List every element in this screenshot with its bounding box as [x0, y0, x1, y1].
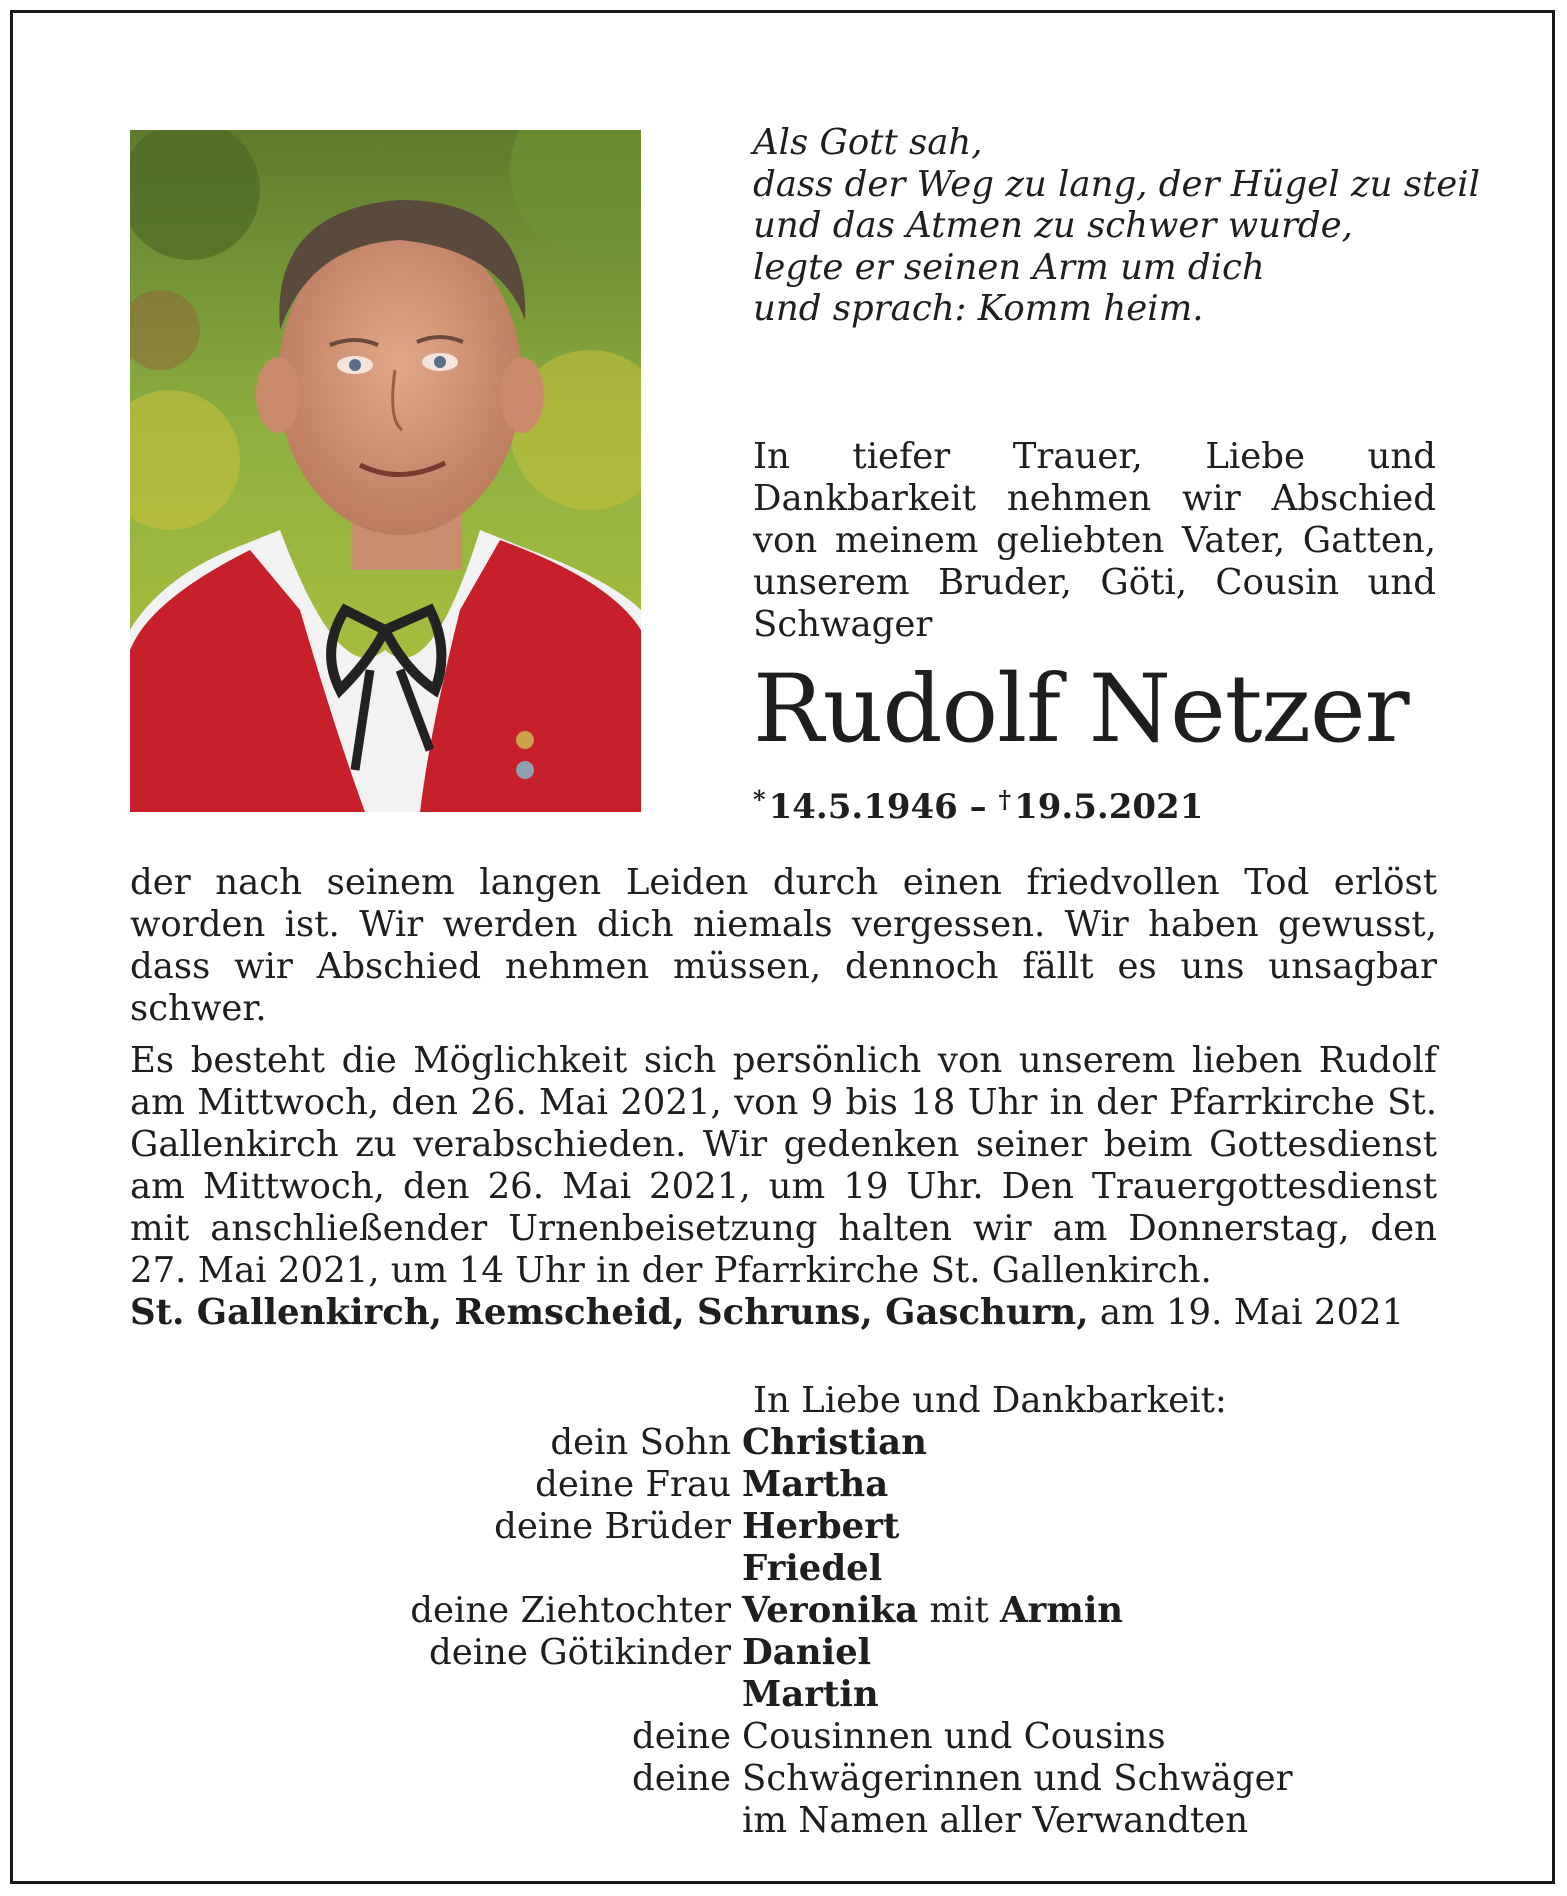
mourner-name: Christian: [742, 1422, 927, 1463]
mourner-row: [130, 1422, 1440, 1464]
mourner-names: [742, 1464, 1440, 1506]
mourner-names: [742, 1674, 1440, 1716]
mourner-relation: deine Brüder: [494, 1506, 731, 1547]
mourner-row: [130, 1548, 1440, 1590]
mourner-names: [742, 1758, 1440, 1800]
intro-text: In tiefer Trauer, Liebe und Dankbarkeit nehmen wir Abschied von meinem geliebten Vater, Gatten, unserem Bruder, Göti, Cousin und Schwager: [753, 436, 1436, 645]
mourner-relation: deine Frau: [535, 1464, 731, 1505]
mourner-row: [130, 1716, 1440, 1758]
life-dates: [753, 778, 1203, 829]
mourner-name: Martin: [742, 1674, 879, 1715]
mourners-greeting: In Liebe und Dankbarkeit:: [753, 1380, 1227, 1421]
mourner-text: im Namen aller Verwandten: [742, 1800, 1249, 1841]
born-mark: *: [753, 785, 766, 814]
mourner-relation: [130, 1548, 742, 1590]
mourner-name: Daniel: [742, 1632, 872, 1673]
mourner-names: [742, 1422, 1440, 1464]
mourner-relation: dein Sohn: [550, 1422, 731, 1463]
mourners-list: [130, 1380, 1440, 1842]
mourner-relation: deine Götikinder: [428, 1632, 731, 1673]
death-mark: †: [998, 785, 1012, 814]
mourner-names: [742, 1506, 1440, 1548]
poem-line: und sprach: Komm heim.: [753, 288, 1204, 329]
mourner-names: [742, 1590, 1440, 1632]
death-date: 19.5.2021: [1014, 787, 1204, 827]
body-paragraph: der nach seinem langen Leiden durch einen friedvollen Tod erlöst worden ist. Wir werden dich niemals vergessen. Wir haben gewusst, dass wir Abschied nehmen müssen, dennoch fällt es uns unsagbar schwer.: [130, 862, 1437, 1029]
body-text: [130, 862, 1437, 1302]
portrait-photo: [130, 130, 641, 812]
mourner-names: [742, 1716, 1440, 1758]
mourner-row: [130, 1464, 1440, 1506]
mourner-relation: [130, 1800, 742, 1842]
mourner-relation: [130, 1674, 742, 1716]
poem-line: legte er seinen Arm um dich: [753, 246, 1265, 288]
poem-line: dass der Weg zu lang, der Hügel zu steil: [753, 163, 1480, 205]
mourner-name: Armin: [1000, 1590, 1124, 1631]
mourner-name: Herbert: [742, 1506, 900, 1547]
deceased-name: Rudolf Netzer: [753, 655, 1409, 764]
mourner-name: Martha: [742, 1464, 889, 1505]
mourner-row: [130, 1632, 1440, 1674]
mourner-row: [130, 1674, 1440, 1716]
mourner-names: [742, 1632, 1440, 1674]
mourner-relation: deine Ziehtochter: [410, 1590, 731, 1631]
mourner-text: Schwägerinnen und Schwäger: [742, 1758, 1293, 1799]
mourner-row: [130, 1800, 1440, 1842]
mourner-name: Friedel: [742, 1548, 883, 1589]
places: St. Gallenkirch, Remscheid, Schruns, Gaschurn,: [130, 1292, 1089, 1333]
mourner-name: Veronika: [742, 1590, 919, 1631]
mourner-relation: deine: [632, 1716, 731, 1757]
poem: [753, 122, 1480, 330]
birth-date: 14.5.1946 –: [768, 787, 987, 827]
mourner-text: Cousinnen und Cousins: [742, 1716, 1166, 1757]
mourner-names: [742, 1800, 1440, 1842]
notice-date: am 19. Mai 2021: [1099, 1292, 1405, 1333]
mourner-row: [130, 1590, 1440, 1632]
poem-line: Als Gott sah,: [753, 122, 983, 163]
mourner-relation: deine: [632, 1758, 731, 1799]
place-date-line: [130, 1292, 1404, 1334]
poem-line: und das Atmen zu schwer wurde,: [753, 205, 1353, 246]
mourner-names: [742, 1548, 1440, 1590]
mourner-row: [130, 1506, 1440, 1548]
mourner-row: [130, 1758, 1440, 1800]
body-paragraph: Es besteht die Möglichkeit sich persönlich von unserem lieben Rudolf am Mittwoch, den 26. Mai 2021, von 9 bis 18 Uhr in der Pfarrkirche St. Gallenkirch zu verabschieden. Wir gedenken seiner beim Gottesdienst am Mittwoch, den 26. Mai 2021, um 19 Uhr. Den Trauergottesdienst mit anschließender Urnenbeisetzung halten wir am Donnerstag, den 27. Mai 2021, um 14 Uhr in der Pfarrkirche St. Gallenkirch.: [130, 1040, 1437, 1291]
mourner-text: mit: [918, 1590, 1001, 1631]
